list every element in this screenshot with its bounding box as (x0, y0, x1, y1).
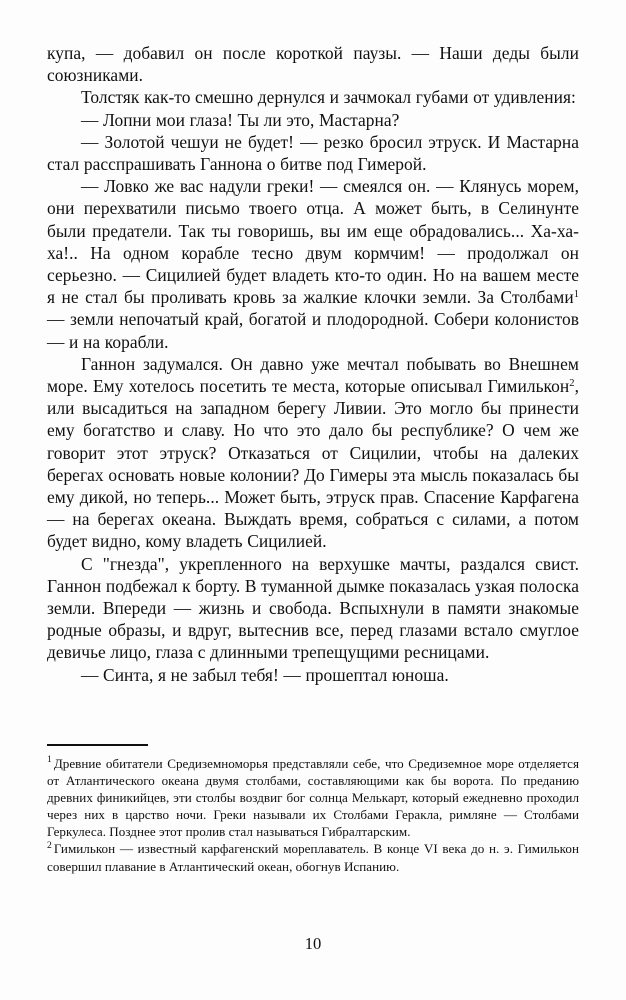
page-number: 10 (304, 934, 322, 953)
footnote-number-2: 2 (47, 839, 52, 851)
body-text-column (47, 42, 579, 686)
footnote-list (47, 755, 579, 875)
paragraph-continuation: купа, — добавил он после короткой паузы. — Наши деды были союзниками. (47, 43, 579, 86)
dialogue-lovko-text-after: — земли непочатый край, богатой и плодородной. Собери колонистов — и на корабли. (47, 309, 579, 352)
dialogue-lovko-text-before: — Ловко же вас надули греки! — смеялся он. — Клянусь морем, они перехватили письмо твоего отца. А может быть, в Селинунте были предатели. Так ты говоришь, вы им еще обрадовались... Ха-ха-ха!.. На одном корабле тесно двум кормчим! — продолжал он серьезно. — Сицилией будет владеть кто-то один. Но на вашем месте я не стал бы проливать кровь за жалкие клочки земли. За Столбами (47, 176, 579, 308)
body-text (47, 42, 579, 686)
footnote-block (47, 744, 579, 875)
footnote-item-1 (47, 755, 579, 840)
footnote-text-1: Древние обитатели Средиземноморья представляли себе, что Средиземное море отделяется от Атлантического океана двумя столбами, составляющими как бы ворота. По преданию древних финикийцев, эти столбы воздвиг бог солнца Мелькарт, который ежедневно проходил через них в царство ночи. Греки называли их Столбами Геракла, римляне — Столбами Геркулеса. Позднее этот пролив стал называться Гибралтарским. (47, 756, 579, 840)
paragraph-tolstyak: Толстяк как-то смешно дернулся и зачмокал губами от удивления: (81, 87, 576, 108)
paragraph-gnezda: С "гнезда", укрепленного на верхушке мачты, раздался свист. Ганнон подбежал к борту. В туманной дымке показалась узкая полоска земли. Впереди — жизнь и свобода. Вспыхнули в памяти знакомые родные образы, и вдруг, вытеснив все, перед глазами встало смуглое девичье лицо, глаза с длинными трепещущими ресницами. (47, 553, 579, 663)
dialogue-lovko (47, 175, 579, 353)
footnote-number-1: 1 (47, 754, 52, 766)
footnote-separator-rule (47, 744, 148, 746)
paragraph-gannon-text-before: Ганнон задумался. Он давно уже мечтал побывать во Внешнем море. Ему хотелось посетить те места, которые описывал Гимилькон (47, 353, 579, 397)
dialogue-lopni: — Лопни мои глаза! Ты ли это, Мастарна? (81, 109, 400, 130)
dialogue-sinta: — Синта, я не забыл тебя! — прошептал юноша. (81, 664, 449, 685)
dialogue-zolotoy: — Золотой чешуи не будет! — резко бросил этруск. И Мастарна стал расспрашивать Ганнона о битве под Гимерой. (47, 131, 579, 175)
footnote-reference-1[interactable]: 1 (573, 289, 579, 301)
footnote-reference-2[interactable]: 2 (569, 378, 575, 390)
footnote-item-2 (47, 840, 579, 874)
paragraph-gannon (47, 353, 579, 553)
paragraph-gannon-text-after: , или высадиться на западном берегу Ливии. Это могло бы принести ему богатство и славу. Но что это дало бы республике? О чем же говорит этот этруск? Отказаться от Сицилии, чтобы на далеких берегах основать новые колонии? До Гимеры эта мысль показалась бы ему дикой, но теперь... Может быть, этруск прав. Спасение Карфагена — на берегах океана. Выждать время, собраться с силами, а потом будет видно, кому владеть Сицилией. (47, 376, 579, 552)
footnote-text-2: Гимилькон — известный карфагенский мореплаватель. В конце VI века до н. э. Гимилькон совершил плавание в Атлантический океан, обогнув Испанию. (47, 841, 579, 874)
